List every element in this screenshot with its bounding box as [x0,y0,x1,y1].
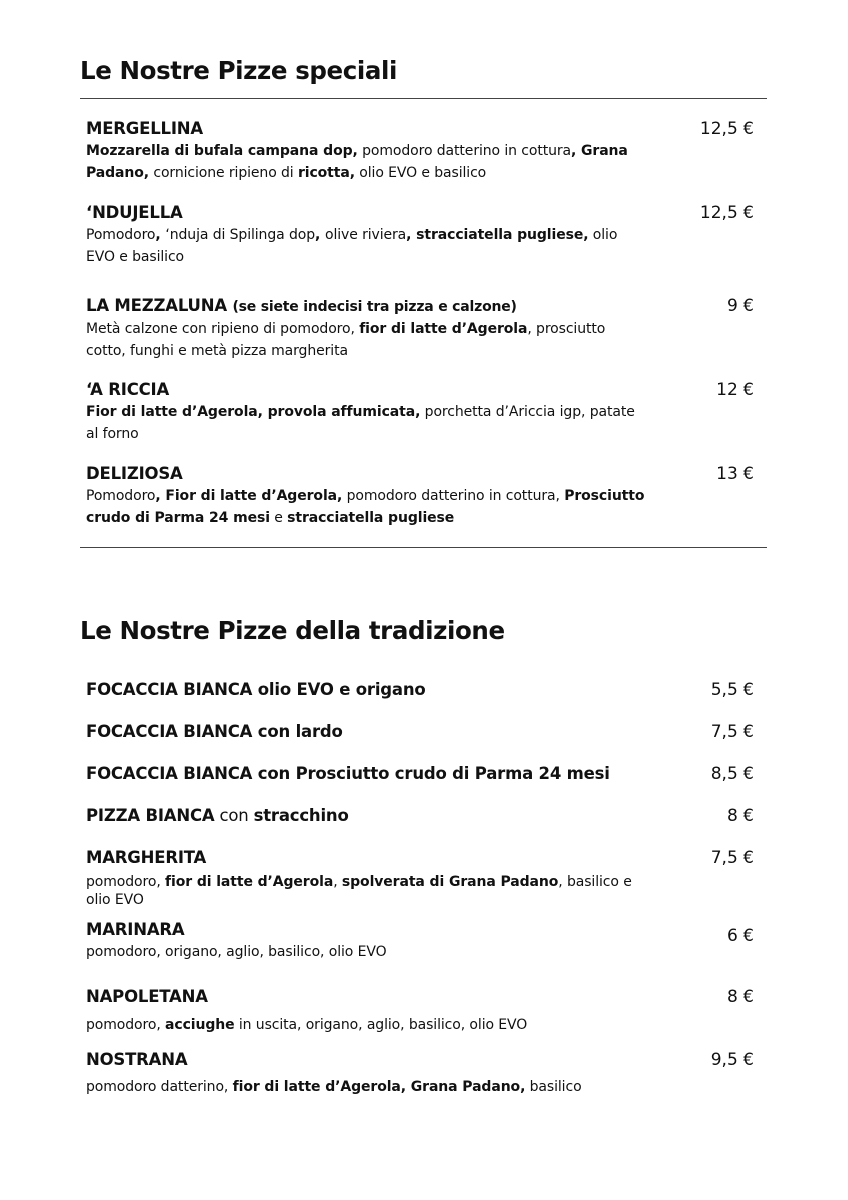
item-note: (se siete indecisi tra pizza e calzone) [232,299,517,315]
item-name: NAPOLETANA [86,987,208,1006]
item-price: 6 € [726,926,754,946]
description-segment: stracciatella pugliese [287,510,455,526]
description-segment: , [155,227,166,243]
item-price: 12,5 € [699,203,754,223]
item-description [86,1076,646,1098]
item-price: 7,5 € [710,848,754,868]
description-segment: olio EVO e basilico [354,165,487,181]
description-segment: Prosciutto crudo di Parma 24 mesi [86,488,645,526]
description-segment: cornicione ripieno di [149,165,298,181]
menu-item-marinara [86,919,756,963]
menu-item-a-riccia [86,379,756,445]
description-segment: , basilico e olio EVO [86,874,632,908]
item-name-text: LA MEZZALUNA [86,296,227,315]
item-price: 9 € [726,296,754,316]
item-name: FOCACCIA BIANCA olio EVO e origano [86,680,426,699]
description-segment: olio EVO e basilico [86,227,618,265]
item-name [86,295,756,318]
item-name: MARINARA [86,920,185,939]
item-price: 12 € [716,380,754,400]
menu-item-focaccia-lardo [86,721,756,743]
item-description [86,401,646,445]
description-segment: spolverata di Grana Padano [341,874,559,890]
section-title-speciali: Le Nostre Pizze speciali [80,56,398,85]
item-price: 8 € [726,987,754,1007]
item-description [86,1014,646,1036]
description-segment: acciughe [165,1017,235,1033]
description-segment: Fior di latte d’Agerola, provola affumicata, [86,404,421,420]
menu-item-pizza-bianca [86,805,756,827]
menu-item-ndujella [86,202,756,268]
menu-item-la-mezzaluna [86,295,756,362]
item-description [86,941,646,963]
item-description [86,485,646,529]
item-name: MARGHERITA [86,848,207,867]
menu-item-mergellina [86,118,756,184]
description-segment: , Fior di latte d’Agerola, [155,488,343,504]
description-segment: , stracciatella pugliese, [406,227,589,243]
item-price: 8 € [726,806,754,826]
item-price: 12,5 € [699,119,754,139]
item-name: DELIZIOSA [86,464,183,483]
item-price: 8,5 € [710,764,754,784]
divider [80,98,767,99]
item-price: 9,5 € [710,1050,754,1070]
description-segment: fior di latte d’Agerola, Grana Padano, [232,1079,526,1095]
menu-item-nostrana [86,1049,756,1098]
description-segment: pomodoro datterino in cottura [357,143,572,159]
description-segment: porchetta d’Ariccia igp, patate al forno [86,404,635,442]
description-segment: , [333,874,342,890]
item-name: ‘A RICCIA [86,380,170,399]
item-name-text: PIZZA BIANCA [86,806,215,825]
menu-item-focaccia-prosciutto [86,763,756,785]
section-title-tradizione: Le Nostre Pizze della tradizione [80,616,505,645]
description-segment: pomodoro datterino, [86,1079,233,1095]
description-segment: , [315,227,325,243]
description-segment: Mozzarella di bufala campana dop, [86,143,358,159]
description-segment: e [269,510,288,526]
description-segment: ‘nduja di Spilinga dop [165,227,315,243]
item-description [86,318,646,362]
description-segment: pomodoro, origano, aglio, basilico, olio EVO [86,944,387,960]
menu-item-margherita [86,847,756,909]
description-segment: olive riviera [325,227,407,243]
item-name-rest: stracchino [253,806,349,825]
description-segment: fior di latte d’Agerola [359,321,528,337]
description-segment: pomodoro, [86,874,166,890]
divider [80,547,767,548]
description-segment: Metà calzone con ripieno di pomodoro, [86,321,360,337]
item-name: FOCACCIA BIANCA con Prosciutto crudo di Parma 24 mesi [86,764,610,783]
item-name [86,805,756,827]
description-segment: in uscita, origano, aglio, basilico, olio EVO [234,1017,528,1033]
description-segment: pomodoro datterino in cottura, [342,488,565,504]
description-segment: fior di latte d’Agerola [165,874,334,890]
item-description [86,140,646,184]
item-name: NOSTRANA [86,1050,188,1069]
item-price: 13 € [716,464,754,484]
menu-item-focaccia-olio [86,679,756,701]
item-name: MERGELLINA [86,119,203,138]
description-segment: , Grana Padano, [86,143,628,181]
description-segment: , prosciutto cotto, funghi e metà pizza margherita [86,321,606,359]
menu-item-napoletana [86,986,756,1036]
item-name: ‘NDUJELLA [86,203,183,222]
description-segment: pomodoro, [86,1017,166,1033]
item-price: 5,5 € [710,680,754,700]
item-price: 7,5 € [710,722,754,742]
item-description [86,224,646,268]
description-segment: Pomodoro [86,227,156,243]
description-segment: ricotta, [297,165,355,181]
item-name: FOCACCIA BIANCA con lardo [86,722,343,741]
description-segment: Pomodoro [86,488,156,504]
item-description [86,873,646,909]
item-name-connector: con [214,806,254,825]
menu-item-deliziosa [86,463,756,529]
description-segment: basilico [525,1079,582,1095]
